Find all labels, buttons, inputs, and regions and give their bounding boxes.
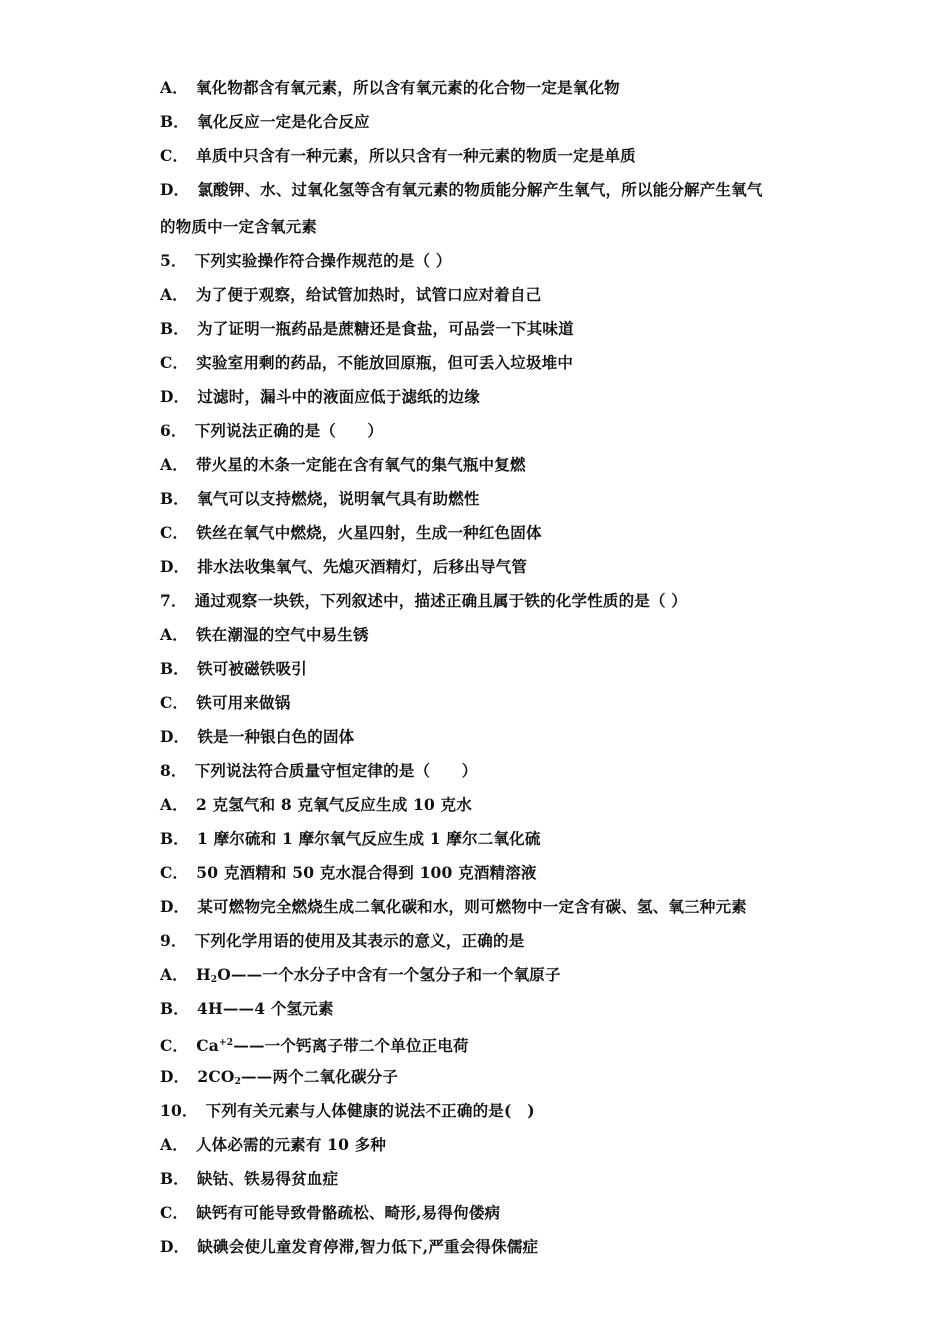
formula: [196, 965, 231, 984]
option-text: 氧化物都含有氧元素，所以含有氧元素的化合物一定是氧化物: [195, 78, 620, 97]
formula-subscript: 2: [234, 1077, 242, 1087]
option-text: 单质中只含有一种元素，所以只含有一种元素的物质一定是单质: [196, 146, 636, 165]
option-letter: A．: [160, 795, 188, 814]
q9-option-a: [160, 965, 561, 990]
option-text: ——一个钙离子带二个单位正电荷: [233, 1036, 469, 1055]
option-letter: C．: [160, 353, 189, 372]
q6-option-d: [160, 557, 527, 577]
option-text: 铁是一种银白色的固体: [197, 727, 355, 746]
option-letter: A．: [160, 285, 188, 304]
question-number: 8．: [160, 761, 187, 780]
formula: 2CO: [197, 1067, 235, 1086]
q8-option-b: [160, 829, 541, 849]
q10-option-b: [160, 1169, 338, 1189]
q10-option-d: [160, 1237, 538, 1257]
q10-option-a: [160, 1135, 386, 1155]
option-letter: B．: [160, 1169, 190, 1188]
option-text: 铁可用来做锅: [196, 693, 291, 712]
option-letter: A．: [160, 1135, 188, 1154]
option-letter: B．: [160, 319, 190, 338]
option-letter: B．: [160, 112, 190, 131]
option-text: 50 克酒精和 50 克水混合得到 100 克酒精溶液: [196, 863, 537, 882]
question-text: 下列说法正确的是（ ）: [194, 421, 384, 440]
option-text: ——一个水分子中含有一个氢分子和一个氧原子: [230, 965, 561, 984]
option-text: 为了证明一瓶药品是蔗糖还是食盐，可品尝一下其味道: [197, 319, 574, 338]
q4-option-a: [160, 78, 620, 98]
option-text: 某可燃物完全燃烧生成二氧化碳和水，则可燃物中一定含有碳、氢、氧三种元素: [197, 897, 747, 916]
q5-option-a: [160, 285, 541, 305]
question-number: 9．: [160, 931, 187, 950]
option-letter: D．: [160, 180, 190, 199]
option-text: 铁可被磁铁吸引: [197, 659, 307, 678]
q7-option-a: [160, 625, 369, 645]
option-letter: D．: [160, 727, 190, 746]
option-text: 人体必需的元素有 10 多种: [195, 1135, 387, 1154]
question-text: 通过观察一块铁，下列叙述中，描述正确且属于铁的化学性质的是（ ）: [194, 591, 687, 610]
option-letter: D．: [160, 387, 190, 406]
option-letter: C．: [160, 863, 189, 882]
question-number: 6．: [160, 421, 187, 440]
option-letter: D．: [160, 1067, 190, 1086]
formula-part: O: [217, 965, 231, 984]
q8-option-c: [160, 863, 537, 883]
q7-stem: [160, 591, 687, 611]
q10-option-c: [160, 1203, 500, 1223]
option-letter: C．: [160, 523, 189, 542]
q7-option-c: [160, 693, 290, 713]
option-letter: C．: [160, 1036, 189, 1055]
option-letter: B．: [160, 829, 190, 848]
q5-option-c: [160, 353, 573, 373]
q6-option-c: [160, 523, 542, 543]
option-letter: D．: [160, 897, 190, 916]
option-text: 缺钴、铁易得贫血症: [197, 1169, 339, 1188]
option-text: ——两个二氧化碳分子: [241, 1067, 399, 1086]
question-text: 下列说法符合质量守恒定律的是（ ）: [194, 761, 478, 780]
q9-option-d: [160, 1067, 398, 1092]
option-text: 2 克氢气和 8 克氧气反应生成 10 克水: [195, 795, 472, 814]
formula-superscript: +2: [219, 1038, 234, 1048]
option-text: 铁在潮湿的空气中易生锈: [195, 625, 369, 644]
question-number: 7．: [160, 591, 187, 610]
q8-option-a: [160, 795, 472, 815]
question-number: 10．: [160, 1101, 198, 1120]
q9-option-c: [160, 1033, 469, 1056]
option-text: 氧气可以支持燃烧，说明氧气具有助燃性: [197, 489, 480, 508]
option-text: 氯酸钾、水、过氧化氢等含有氧元素的物质能分解产生氧气，所以能分解产生氧气: [197, 180, 763, 199]
q9-stem: [160, 931, 524, 951]
option-letter: B．: [160, 489, 190, 508]
formula: Ca: [196, 1036, 220, 1055]
q4-option-d-continuation: 的物质中一定含氧元素: [160, 217, 318, 236]
q5-stem: [160, 251, 452, 271]
option-letter: D．: [160, 557, 190, 576]
option-letter: A．: [160, 965, 188, 984]
option-letter: C．: [160, 146, 189, 165]
q4-option-d: [160, 180, 763, 200]
q4-option-c: [160, 146, 636, 166]
q8-stem: [160, 761, 477, 781]
question-number: 5．: [160, 251, 187, 270]
formula-part: H: [195, 965, 211, 984]
option-text: 带火星的木条一定能在含有氧气的集气瓶中复燃: [195, 455, 526, 474]
formula: 4H: [197, 999, 223, 1018]
q9-option-b: [160, 999, 334, 1019]
option-text: 1 摩尔硫和 1 摩尔氧气反应生成 1 摩尔二氧化硫: [197, 829, 541, 848]
q6-option-b: [160, 489, 480, 509]
option-text: 为了便于观察，给试管加热时，试管口应对着自己: [195, 285, 542, 304]
q5-option-d: [160, 387, 480, 407]
option-text: 铁丝在氧气中燃烧，火星四射，生成一种红色固体: [196, 523, 542, 542]
option-text: 缺碘会使儿童发育停滞,智力低下,严重会得侏儒症: [197, 1237, 539, 1256]
option-letter: B．: [160, 999, 190, 1018]
option-text: 过滤时，漏斗中的液面应低于滤纸的边缘: [197, 387, 480, 406]
q10-stem: [160, 1101, 535, 1121]
option-letter: C．: [160, 1203, 189, 1222]
option-letter: D．: [160, 1237, 190, 1256]
option-text: 缺钙有可能导致骨骼疏松、畸形,易得佝偻病: [196, 1203, 501, 1222]
option-text: 实验室用剩的药品，不能放回原瓶，但可丢入垃圾堆中: [196, 353, 574, 372]
option-text: 排水法收集氧气、先熄灭酒精灯，后移出导气管: [197, 557, 528, 576]
option-letter: A．: [160, 455, 188, 474]
question-text: 下列化学用语的使用及其表示的意义，正确的是: [194, 931, 525, 950]
q8-option-d: [160, 897, 747, 917]
option-text: 氧化反应一定是化合反应: [197, 112, 370, 131]
option-text: ——4 个氢元素: [222, 999, 334, 1018]
option-letter: A．: [160, 625, 188, 644]
option-letter: B．: [160, 659, 190, 678]
question-text: 下列有关元素与人体健康的说法不正确的是( ): [205, 1101, 535, 1120]
formula-subscript: 2: [210, 975, 218, 985]
q7-option-d: [160, 727, 354, 747]
q5-option-b: [160, 319, 574, 339]
option-letter: C．: [160, 693, 189, 712]
option-letter: A．: [160, 78, 188, 97]
q6-stem: [160, 421, 383, 441]
question-text: 下列实验操作符合操作规范的是（ ）: [194, 251, 452, 270]
q7-option-b: [160, 659, 307, 679]
q6-option-a: [160, 455, 526, 475]
q4-option-b: [160, 112, 370, 132]
